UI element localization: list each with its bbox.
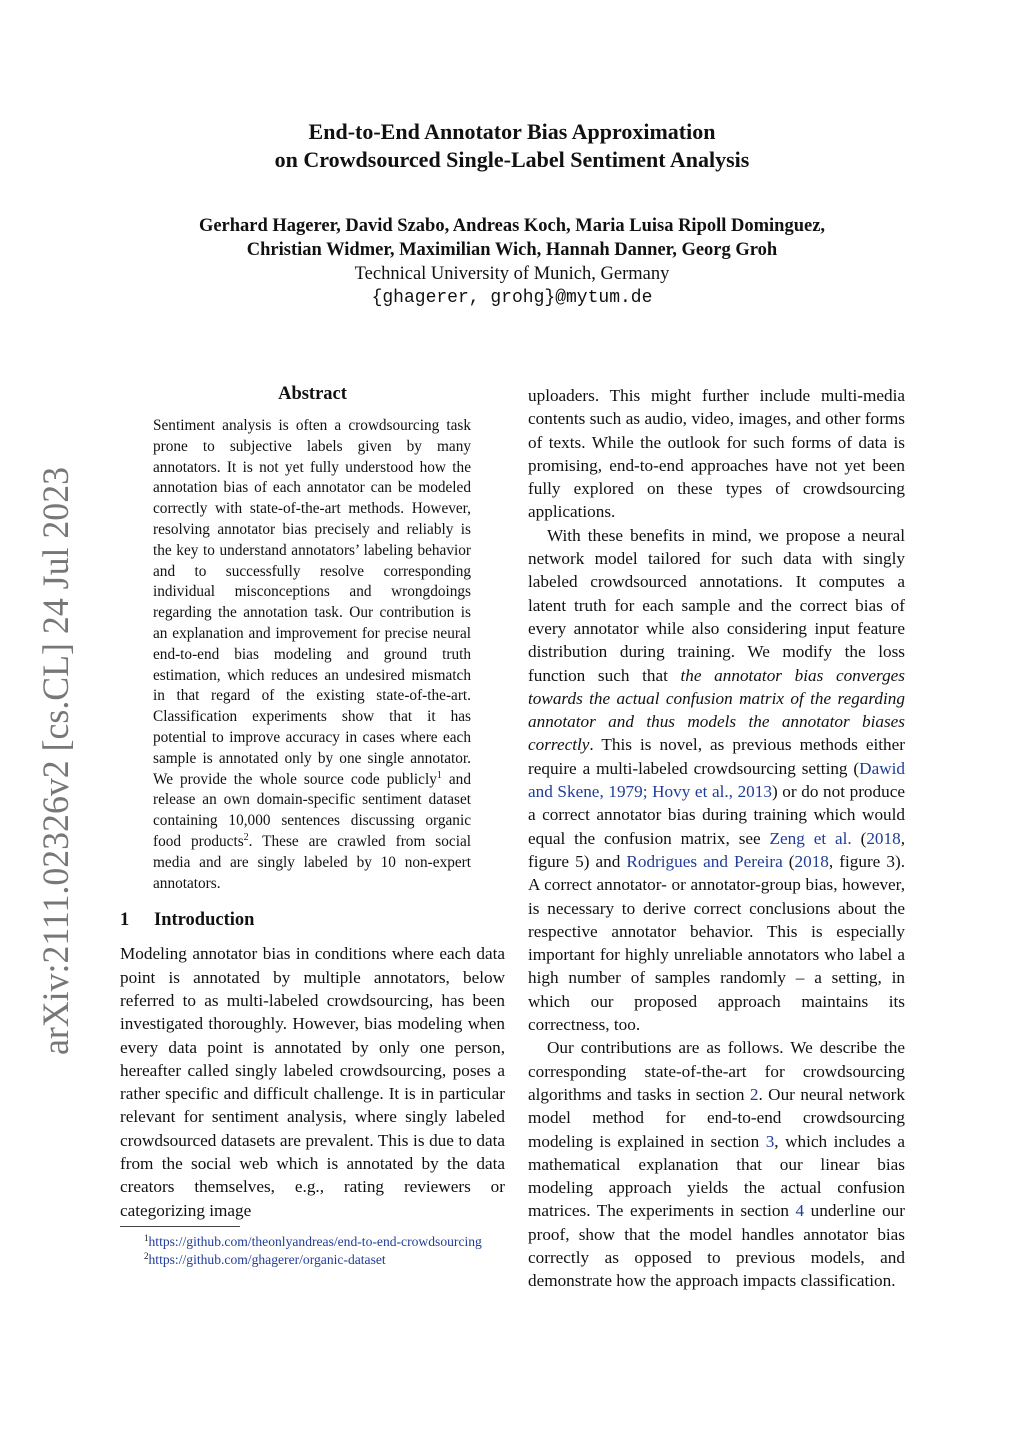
right-paragraph-3 xyxy=(528,1036,905,1292)
p2-text-g: , figure 3). A correct annotator- or annotator-group bias, however, is necessary to derive correct conclusions about the respective annotator behavior. This is especially important for highly unreliable annotators who label a high number of samples randomly – a setting, in which our proposed approach maintains its correctness, too. xyxy=(528,851,905,1035)
citation-rodrigues-pereira[interactable]: Rodrigues and Pereira xyxy=(626,851,783,871)
footnote-divider xyxy=(120,1226,240,1227)
title-line-1: End-to-End Annotator Bias Approximation xyxy=(308,119,716,144)
footnote-1-link[interactable]: https://github.com/theonlyandreas/end-to-end-crowdsourcing xyxy=(148,1233,482,1249)
introduction-paragraph-1: Modeling annotator bias in conditions where each data point is annotated by multiple annotators, below referred to as multi-labeled crowdsourcing, has been investigated thoroughly. However, bias modeling when every data point is annotated by only one person, hereafter called singly labeled crowdsourcing, poses a rather specific and difficult challenge. It is in particular relevant for sentiment analysis, where singly labeled crowdsourced datasets are prevalent. This is due to data from the social web which is annotated by the data creators themselves, e.g., rating reviewers or categorizing image xyxy=(120,944,505,1220)
section-ref-2[interactable]: 2 xyxy=(749,1084,759,1104)
paper-title xyxy=(0,118,1024,174)
author-block xyxy=(0,214,1024,310)
section-number: 1 xyxy=(120,910,130,931)
footnote-2-link[interactable]: https://github.com/ghagerer/organic-dataset xyxy=(148,1251,386,1267)
p3-text-a: Our contributions are as follows. We describe the corresponding state-of-the-art for crowdsourcing algorithms and tasks in section xyxy=(528,1038,905,1104)
footnote-marker-2: 2 xyxy=(243,831,249,843)
section-ref-3[interactable]: 3 xyxy=(765,1131,775,1151)
p2-text-b: . This is novel, as previous methods either require a multi-labeled crowdsourcing setting ( xyxy=(528,735,905,778)
right-paragraph-2 xyxy=(528,524,905,1037)
abstract-text-part-c: . These are crawled from social media and are singly labeled by 10 non-expert annotators. xyxy=(153,832,471,892)
citation-zeng-year[interactable]: 2018 xyxy=(866,828,901,848)
section-title: Introduction xyxy=(154,910,255,931)
citation-zeng[interactable]: Zeng et al. xyxy=(769,828,852,848)
author-names-line-2: Christian Widmer, Maximilian Wich, Hannah Danner, Georg Groh xyxy=(246,240,778,260)
arxiv-identifier-stamp xyxy=(20,465,80,1055)
p2-text-f: ( xyxy=(782,851,795,871)
citation-rodrigues-year[interactable]: 2018 xyxy=(794,851,829,871)
footnote-2 xyxy=(120,1251,505,1269)
arxiv-stamp-text: arXiv:2111.02326v2 [cs.CL] 24 Jul 2023 xyxy=(36,465,77,1055)
p3-text-c: , which includes a mathematical explanation that our linear bias modeling approach yields the actual confusion matrices. The experiments in section xyxy=(528,1131,905,1221)
abstract-text-part-a: Sentiment analysis is often a crowdsourcing task prone to subjective labels given by many annotators. It is not yet fully understood how the annotation bias of each annotator can be modeled correctly with state-of-the-art methods. However, resolving annotator bias precisely and reliably is the key to understand annotators’ labeling behavior and to successfully resolve corresponding individual misconceptions and wrongdoings regarding the annotation task. Our contribution is an explanation and improvement for precise neural end-to-end bias modeling and ground truth estimation, which reduces an undesired mismatch in that regard of the existing state-of-the-art. Classification experiments show that it has potential to improve accuracy in cases where each sample is annotated only by one single annotator. We provide the whole source code publicly xyxy=(153,417,471,788)
p2-text-a: With these benefits in mind, we propose a neural network model tailored for such data with singly labeled crowdsourced annotations. It computes a latent truth for each sample and the correct bias of every annotator while also considering input feature distribution during training. We modify the loss function such that xyxy=(528,525,905,685)
author-email: {ghagerer, grohg}@mytum.de xyxy=(371,288,653,308)
right-column xyxy=(528,384,905,1293)
p3-text-d: underline our proof, show that the model handles annotator bias correctly as opposed to previous models, and demonstrate how the approach impacts classification. xyxy=(528,1201,905,1291)
footnote-marker-1: 1 xyxy=(436,769,442,781)
arxiv-stamp-graphic xyxy=(20,465,80,1055)
left-column xyxy=(120,382,505,1269)
footnotes xyxy=(120,1233,505,1269)
footnote-1 xyxy=(120,1233,505,1251)
p3-text-b: . Our neural network model method for end-to-end crowdsourcing modeling is explained in section xyxy=(528,1084,905,1151)
author-names-line-1: Gerhard Hagerer, David Szabo, Andreas Koch, Maria Luisa Ripoll Dominguez, xyxy=(198,216,826,236)
section-heading-introduction xyxy=(120,908,505,932)
p2-text-c: ) or do not produce a correct annotator bias during training which would equal the confusion matrix, see xyxy=(528,782,905,848)
abstract-text-part-b: and release an own domain-specific sentiment dataset containing 10,000 sentences discussing organic food products xyxy=(153,770,471,850)
footnote-2-mark: 2 xyxy=(144,1250,149,1261)
citation-dawid-hovy[interactable]: Dawid and Skene, 1979; Hovy et al., 2013 xyxy=(528,758,905,802)
abstract-text xyxy=(153,416,471,894)
p2-text-e: , figure 5) and xyxy=(528,828,905,871)
title-line-2: on Crowdsourced Single-Label Sentiment Analysis xyxy=(274,147,750,172)
section-ref-4[interactable]: 4 xyxy=(795,1201,805,1221)
footnote-1-mark: 1 xyxy=(144,1232,149,1243)
affiliation: Technical University of Munich, Germany xyxy=(354,264,670,284)
p2-text-d: ( xyxy=(851,828,867,848)
right-paragraph-1: uploaders. This might further include multi-media contents such as audio, video, images, and other forms of texts. While the outlook for such forms of data is promising, end-to-end approaches have not yet been fully explored on these types of crowdsourcing applications. xyxy=(528,386,905,522)
abstract-heading: Abstract xyxy=(278,384,347,404)
p2-italic-claim: the annotator bias converges towards the actual confusion matrix of the regarding annotator and thus models the annotator biases correctly xyxy=(528,665,905,755)
